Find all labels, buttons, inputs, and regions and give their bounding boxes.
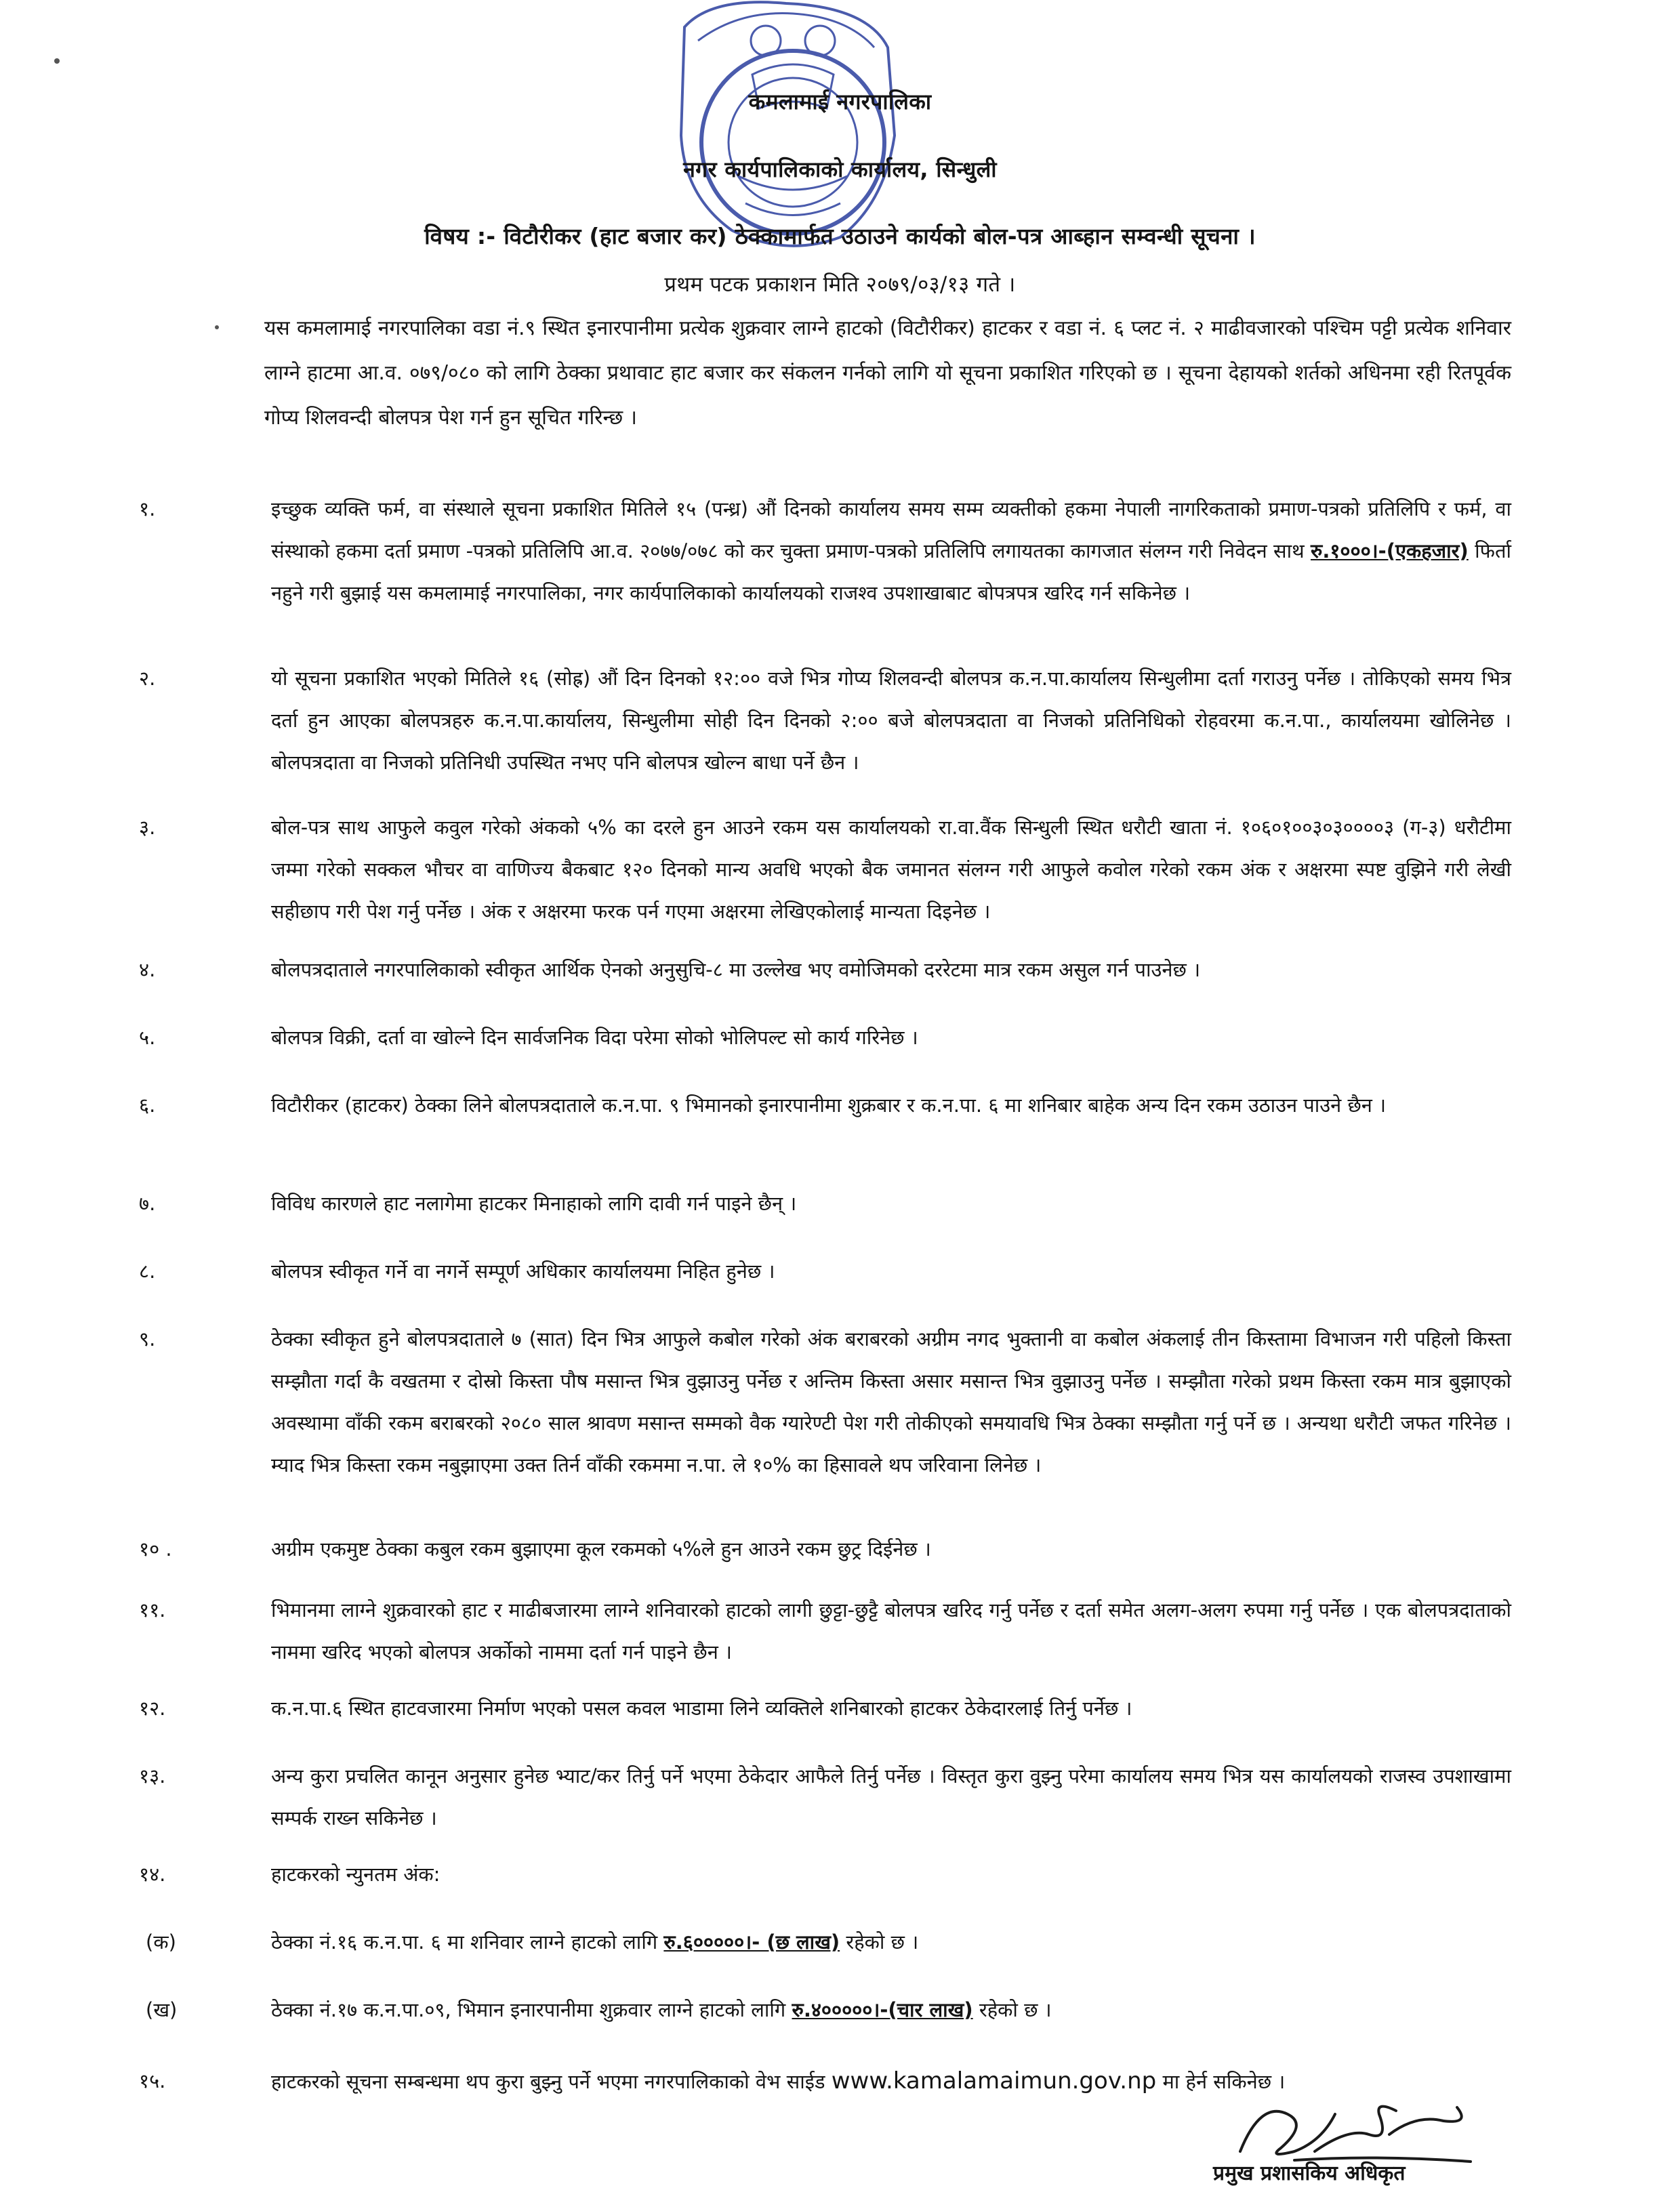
amount-highlight: रु.४०००००।-(चार लाख) bbox=[792, 1998, 973, 2021]
condition-number: ११. bbox=[139, 1598, 166, 1622]
condition-text-part: बोलपत्रदाताले नगरपालिकाको स्वीकृत आर्थिक ऐनको अनुसुचि-८ मा उल्लेख भए वमोजिमको दररेटमा मात्र रकम असुल गर्न पाउनेछ । bbox=[271, 958, 1201, 981]
condition-text-part: ठेक्का स्वीकृत हुने बोलपत्रदाताले ७ (सात) दिन भित्र आफुले कबोल गरेको अंक बराबरको अग्रीम नगद भुक्तानी वा कबोल अंकलाई तीन किस्तामा विभाजन गरी पहिलो किस्ता सम्झौता गर्दा कै वखतमा र दोस्रो किस्ता पौष मसान्त भित्र वुझाउनु पर्नेछ र अन्तिम किस्ता असार मसान्त भित्र वुझाउनु पर्नेछ । सम्झौता गरेको प्रथम किस्ता रकम मात्र बुझाएको अवस्थामा वाँकी रकम बराबरको २०८० साल श्रावण मसान्त सम्मको वैक ग्यारेण्टी पेश गरी तोकीएको समयावधि भित्र ठेक्का सम्झौता गर्नु पर्ने छ । अन्यथा धरौटी जफत गरिनेछ । म्याद भित्र किस्ता रकम नबुझाएमा उक्त तिर्न वाँकी रकममा न.पा. ले १०% का हिसावले थप जरिवाना लिनेछ । bbox=[271, 1327, 1511, 1477]
condition-text bbox=[271, 1084, 1511, 1126]
condition-number: ७. bbox=[139, 1192, 156, 1215]
condition-text-part: यो सूचना प्रकाशित भएको मितिले १६ (सोह्र) औं दिन दिनको १२:०० वजे भित्र गोप्य शिलवन्दी बोलपत्र क.न.पा.कार्यालय सिन्धुलीमा दर्ता गराउनु पर्नेछ । तोकिएको समय भित्र दर्ता हुन आएका बोलपत्रहरु क.न.पा.कार्यालय, सिन्धुलीमा सोही दिन दिनको २:०० बजे बोलपत्रदाता वा निजको प्रतिनिधिको रोहवरमा क.न.पा., कार्यालयमा खोलिनेछ । बोलपत्रदाता वा निजको प्रतिनिधी उपस्थित नभए पनि बोलपत्र खोल्न बाधा पर्ने छैन । bbox=[271, 667, 1511, 774]
condition-number: (क) bbox=[146, 1931, 176, 1954]
condition-text bbox=[271, 806, 1511, 932]
condition-text bbox=[271, 1016, 1511, 1058]
condition-text bbox=[271, 1182, 1511, 1224]
condition-number: ३. bbox=[139, 816, 156, 839]
scan-speck bbox=[215, 325, 219, 329]
condition-text-part: मा हेर्न सकिनेछ । bbox=[1156, 2070, 1286, 2093]
notice-subject: विषय :- विटौरीकर (हाट बजार कर) ठेक्कामार्फत उठाउने कार्यको बोल-पत्र आब्हान सम्वन्धी सूचना । bbox=[424, 223, 1256, 249]
condition-text bbox=[271, 1921, 1511, 1963]
condition-text bbox=[271, 1318, 1511, 1486]
condition-text bbox=[271, 1755, 1511, 1839]
office-name: नगर कार्यपालिकाको कार्यालय, सिन्धुली bbox=[683, 157, 997, 182]
condition-text bbox=[271, 1528, 1511, 1570]
publication-date: प्रथम पटक प्रकाशन मिति २०७९/०३/१३ गते । bbox=[664, 272, 1016, 297]
condition-text bbox=[271, 657, 1511, 783]
condition-number: १५. bbox=[139, 2069, 166, 2092]
signatory-title: प्रमुख प्रशासकिय अधिकृत bbox=[1213, 2162, 1406, 2185]
condition-number: ८. bbox=[139, 1260, 156, 1283]
condition-text-part: इच्छुक व्यक्ति फर्म, वा संस्थाले सूचना प्रकाशित मितिले १५ (पन्ध्र) औं दिनको कार्यालय समय सम्म व्यक्तीको हकमा नेपाली नागरिकताको प्रमाण-पत्रको प्रतिलिपि र फर्म, वा संस्थाको हकमा दर्ता प्रमाण -पत्रको प्रतिलिपि आ.व. २०७७/०७८ को कर चुक्ता प्रमाण-पत्रको प्रतिलिपि लगायतका कागजात संलग्न गरी निवेदन साथ bbox=[271, 497, 1511, 562]
condition-text-part: रहेको छ । bbox=[972, 1998, 1052, 2021]
condition-text-part: भिमानमा लाग्ने शुक्रवारको हाट र माढीबजारमा लाग्ने शनिवारको हाटको लागी छुट्टा-छुट्टै बोलपत्र खरिद गर्नु पर्नेछ र दर्ता समेत अलग-अलग रुपमा गर्नु पर्नेछ । एक बोलपत्रदाताको नाममा खरिद भएको बोलपत्र अर्कोको नाममा दर्ता गर्न पाइने छैन । bbox=[271, 1598, 1511, 1664]
amount-highlight: रु.१०००।-(एकहजार) bbox=[1310, 539, 1469, 562]
condition-text-part: ठेक्का नं.१७ क.न.पा.०९, भिमान इनारपानीमा शुक्रवार लाग्ने हाटको लागि bbox=[271, 1998, 792, 2021]
official-seal-stamp bbox=[671, 0, 901, 257]
condition-text bbox=[271, 1989, 1511, 2031]
condition-text-part: ठेक्का नं.१६ क.न.पा. ६ मा शनिवार लाग्ने हाटको लागि bbox=[271, 1931, 664, 1954]
intro-paragraph: यस कमलामाई नगरपालिका वडा नं.९ स्थित इनारपानीमा प्रत्येक शुक्रवार लाग्ने हाटको (विटौरीकर) हाटकर र वडा नं. ६ प्लट नं. २ माढीवजारको पश्चिम पट्टी प्रत्येक शनिवार लाग्ने हाटमा आ.व. ०७९/०८० को लागि ठेक्का प्रथावाट हाट बजार कर संकलन गर्नको लागि यो सूचना प्रकाशित गरिएको छ । सूचना देहायको शर्तको अधिनमा रही रितपूर्वक गोप्य शिलवन्दी बोलपत्र पेश गर्न हुन सूचित गरिन्छ । bbox=[264, 316, 1511, 430]
condition-text-part: अग्रीम एकमुष्ट ठेक्का कबुल रकम बुझाएमा कूल रकमको ५%ले हुन आउने रकम छुट्र दिईनेछ । bbox=[271, 1537, 931, 1561]
condition-number: १. bbox=[139, 497, 156, 520]
condition-number: ६. bbox=[139, 1094, 156, 1117]
condition-text-part: रहेको छ । bbox=[840, 1931, 919, 1954]
municipality-name: कमलामाई नगरपालिका bbox=[748, 89, 932, 115]
condition-number: ९. bbox=[139, 1327, 156, 1350]
condition-text-part: फिर्ता नहुने गरी बुझाई यस कमलामाई नगरपालिका, नगर कार्यपालिकाको कार्यालयको राजश्व उपशाखाबाट बोपत्रपत्र खरिद गर्न सकिनेछ । bbox=[271, 539, 1512, 604]
condition-number: १२. bbox=[139, 1697, 166, 1720]
condition-number: ४. bbox=[139, 958, 156, 981]
scan-speck bbox=[54, 58, 60, 64]
condition-text-part: हाटकरको सूचना सम्बन्धमा थप कुरा बुझ्नु पर्ने भएमा नगरपालिकाको वेभ साईड bbox=[271, 2070, 832, 2093]
condition-text-part: बोलपत्र विक्री, दर्ता वा खोल्ने दिन सार्वजनिक विदा परेमा सोको भोलिपल्ट सो कार्य गरिनेछ । bbox=[271, 1026, 918, 1049]
condition-number: ५. bbox=[139, 1026, 156, 1049]
condition-text-part: विटौरीकर (हाटकर) ठेक्का लिने बोलपत्रदाताले क.न.पा. ९ भिमानको इनारपानीमा शुक्रबार र क.न.पा. ६ मा शनिबार बाहेक अन्य दिन रकम उठाउन पाउने छैन । bbox=[271, 1094, 1387, 1117]
condition-text bbox=[271, 1250, 1511, 1292]
condition-text bbox=[271, 488, 1511, 614]
condition-number: १० . bbox=[139, 1537, 172, 1561]
condition-number: (ख) bbox=[146, 1998, 178, 2021]
condition-number: १३. bbox=[139, 1764, 166, 1788]
website-link[interactable]: www.kamalamaimun.gov.np bbox=[831, 2067, 1157, 2094]
condition-text-part: बोल-पत्र साथ आफुले कवुल गरेको अंकको ५% का दरले हुन आउने रकम यस कार्यालयको रा.वा.वैंक सिन्धुली स्थित धरौटी खाता नं. १०६०१००३०३००००३ (ग-३) धरौटीमा जम्मा गरेको सक्कल भौचर वा वाणिज्य बैकबाट १२० दिनको मान्य अवधि भएको बैक जमानत संलग्न गरी आफुले कवोल गरेको रकम अंक र अक्षरमा स्पष्ट वुझिने गरी लेखी सहीछाप गरी पेश गर्नु पर्नेछ । अंक र अक्षरमा फरक पर्न गएमा अक्षरमा लेखिएकोलाई मान्यता दिइनेछ । bbox=[271, 816, 1511, 923]
condition-text bbox=[271, 1687, 1511, 1729]
condition-text bbox=[271, 1589, 1511, 1673]
amount-highlight: रु.६०००००।- (छ लाख) bbox=[663, 1931, 840, 1954]
condition-number: १४. bbox=[139, 1863, 166, 1886]
condition-text bbox=[271, 949, 1511, 991]
condition-text-part: अन्य कुरा प्रचलित कानून अनुसार हुनेछ भ्याट/कर तिर्नु पर्ने भएमा ठेकेदार आफैले तिर्नु पर्नेछ । विस्तृत कुरा वुझ्नु परेमा कार्यालय समय भित्र यस कार्यालयको राजस्व उपशाखामा सम्पर्क राख्न सकिनेछ । bbox=[271, 1764, 1511, 1830]
condition-number: २. bbox=[139, 667, 156, 690]
condition-text bbox=[271, 1853, 1511, 1895]
condition-text-part: क.न.पा.६ स्थित हाटवजारमा निर्माण भएको पसल कवल भाडामा लिने व्यक्तिले शनिबारको हाटकर ठेकेदारलाई तिर्नु पर्नेछ । bbox=[271, 1697, 1132, 1720]
condition-text-part: बोलपत्र स्वीकृत गर्ने वा नगर्ने सम्पूर्ण अधिकार कार्यालयमा निहित हुनेछ । bbox=[271, 1260, 775, 1283]
condition-text-part: विविध कारणले हाट नलागेमा हाटकर मिनाहाको लागि दावी गर्न पाइने छैन् । bbox=[271, 1192, 797, 1215]
condition-text-part: हाटकरको न्युनतम अंक: bbox=[271, 1863, 441, 1886]
